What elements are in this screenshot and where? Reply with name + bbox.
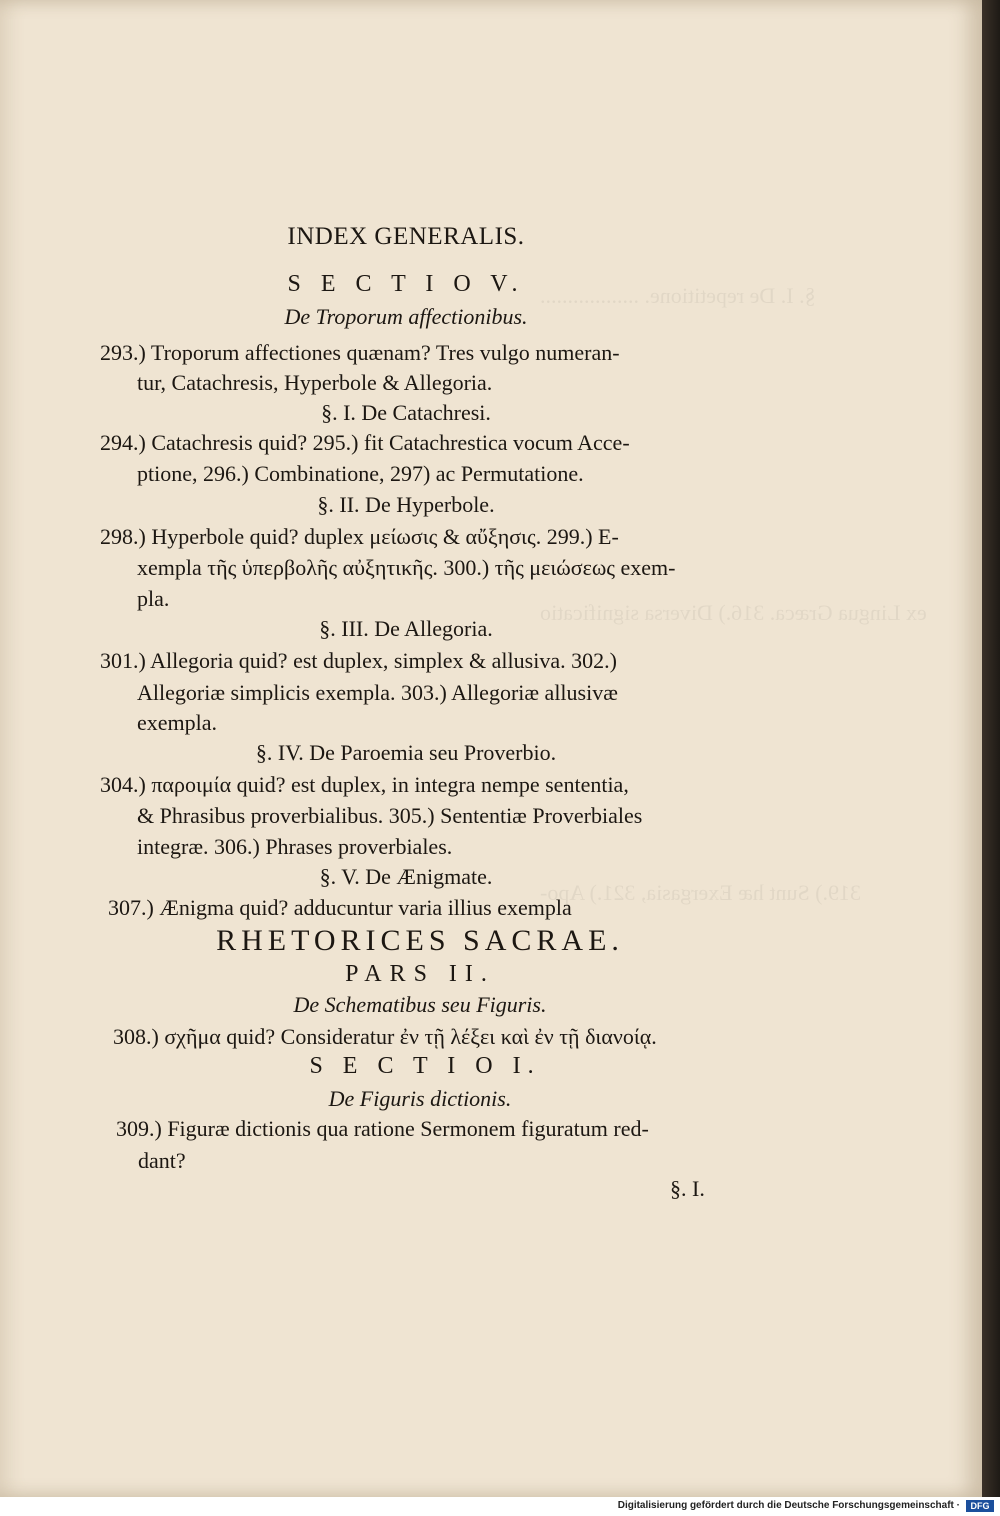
footer-bar (0, 1497, 1000, 1516)
index-line: 308.) σχῆμα quid? Consideratur ἐν τῇ λέξει καὶ ἐν τῇ διανοίᾳ. (113, 1024, 657, 1049)
index-line: integræ. 306.) Phrases proverbiales. (137, 834, 453, 859)
index-line: & Phrasibus proverbialibus. 305.) Sententiæ Proverbiales (137, 803, 643, 828)
index-line: Allegoriæ simplicis exempla. 303.) Allegoriæ allusivæ (137, 680, 618, 705)
index-line: 293.) Troporum affectiones quænam? Tres vulgo numeran- (100, 340, 620, 365)
dfg-logo: DFG (966, 1500, 994, 1512)
index-line: 301.) Allegoria quid? est duplex, simplex & allusiva. 302.) (100, 648, 617, 673)
index-line: 309.) Figuræ dictionis qua ratione Sermonem figuratum red- (116, 1116, 649, 1141)
section-subheading: De Figuris dictionis. (328, 1086, 512, 1111)
running-head: INDEX GENERALIS. (287, 223, 525, 250)
index-line: xempla τῆς ὑπερβολῆς αὐξητικῆς. 300.) τῆς μειώσεως exem- (137, 555, 676, 580)
index-line: pla. (137, 586, 170, 611)
index-line: 294.) Catachresis quid? 295.) fit Catachrestica vocum Acce- (100, 430, 630, 455)
footer-credit: Digitalisierung gefördert durch die Deutsche Forschungsgemeinschaft · (617, 1500, 960, 1511)
index-line: 307.) Ænigma quid? adducuntur varia illius exempla (108, 895, 572, 920)
section-heading: S E C T I O V. (287, 271, 525, 297)
subsection-heading: §. III. De Allegoria. (319, 616, 493, 641)
subsection-heading: §. V. De Ænigmate. (319, 864, 493, 889)
index-line: 298.) Hyperbole quid? duplex μείωσις & αὔξησις. 299.) E- (100, 524, 619, 549)
part-title: RHETORICES SACRAE. (216, 924, 624, 957)
part-number: PARS II. (345, 961, 495, 987)
show-through-text: 319.) Sunt hæ Exergasia, 321.) Apo- (540, 880, 862, 905)
show-through-text: ex Lingua Græca. 316.) Diversa significatio (540, 600, 927, 625)
subsection-heading: §. II. De Hyperbole. (317, 492, 495, 517)
subsection-heading: §. I. De Catachresi. (321, 400, 491, 425)
index-line: ptione, 296.) Combinatione, 297) ac Permutatione. (137, 461, 584, 486)
subsection-heading: §. IV. De Paroemia seu Proverbio. (255, 740, 557, 765)
part-subheading: De Schematibus seu Figuris. (293, 992, 547, 1017)
show-through-text: §. I. De repetitione. .................. (540, 283, 816, 308)
section-heading: S E C T I O I. (309, 1053, 541, 1079)
book-edge (982, 0, 1000, 1497)
index-line: tur, Catachresis, Hyperbole & Allegoria. (137, 370, 493, 395)
catchword: §. I. (670, 1176, 705, 1201)
index-line: dant? (138, 1148, 186, 1173)
section-subheading: De Troporum affectionibus. (284, 304, 528, 329)
index-line: 304.) παροιμία quid? est duplex, in integra nempe sententia, (100, 772, 629, 797)
index-line: exempla. (137, 710, 218, 735)
